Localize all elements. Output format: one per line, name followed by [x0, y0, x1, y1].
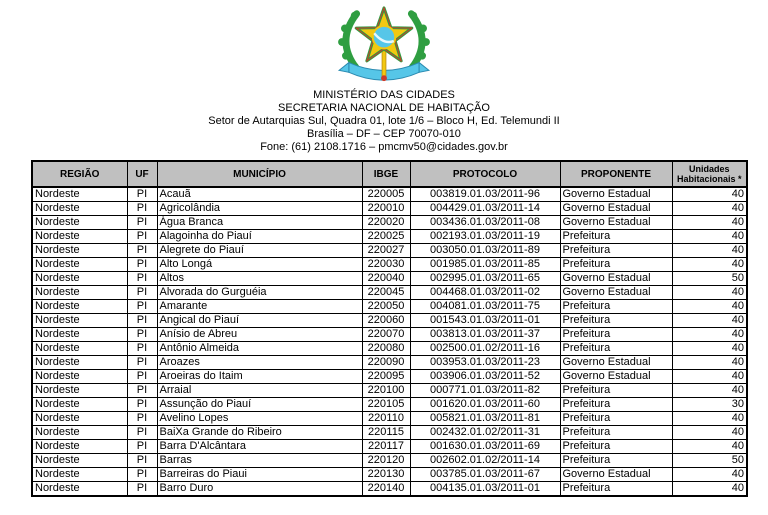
cell-proponente: Governo Estadual — [560, 187, 672, 202]
cell-unidades-habitacionais: 40 — [672, 482, 747, 497]
cell-municipio: Barras — [157, 454, 362, 468]
cell-regiao: Nordeste — [32, 454, 127, 468]
cell-uf: PI — [127, 216, 157, 230]
cell-regiao: Nordeste — [32, 328, 127, 342]
cell-regiao: Nordeste — [32, 468, 127, 482]
cell-ibge: 220117 — [362, 440, 410, 454]
cell-protocolo: 003953.01.03/2011-23 — [410, 356, 560, 370]
cell-ibge: 220060 — [362, 314, 410, 328]
cell-unidades-habitacionais: 40 — [672, 468, 747, 482]
col-header-proponente: PROPONENTE — [560, 161, 672, 187]
cell-municipio: Água Branca — [157, 216, 362, 230]
table-row — [32, 230, 747, 244]
cell-ibge: 220110 — [362, 412, 410, 426]
cell-municipio: Alagoinha do Piauí — [157, 230, 362, 244]
cell-protocolo: 003785.01.03/2011-67 — [410, 468, 560, 482]
cell-protocolo: 002193.01.03/2011-19 — [410, 230, 560, 244]
cell-ibge: 220090 — [362, 356, 410, 370]
cell-protocolo: 003813.01.03/2011-37 — [410, 328, 560, 342]
cell-municipio: Barreiras do Piaui — [157, 468, 362, 482]
cell-protocolo: 001543.01.03/2011-01 — [410, 314, 560, 328]
cell-municipio: Anísio de Abreu — [157, 328, 362, 342]
cell-regiao: Nordeste — [32, 440, 127, 454]
table-row — [32, 412, 747, 426]
cell-unidades-habitacionais: 40 — [672, 412, 747, 426]
cell-ibge: 220025 — [362, 230, 410, 244]
cell-ibge: 220010 — [362, 202, 410, 216]
table-row — [32, 454, 747, 468]
cell-regiao: Nordeste — [32, 216, 127, 230]
cell-ibge: 220105 — [362, 398, 410, 412]
cell-municipio: Alegrete do Piauí — [157, 244, 362, 258]
cell-protocolo: 003436.01.03/2011-08 — [410, 216, 560, 230]
col-header-regiao: REGIÃO — [32, 161, 127, 187]
cell-uf: PI — [127, 342, 157, 356]
cell-unidades-habitacionais: 50 — [672, 272, 747, 286]
cell-unidades-habitacionais: 40 — [672, 187, 747, 202]
cell-unidades-habitacionais: 40 — [672, 286, 747, 300]
table-row — [32, 202, 747, 216]
cell-proponente: Prefeitura — [560, 426, 672, 440]
cell-uf: PI — [127, 314, 157, 328]
cell-municipio: Acauã — [157, 187, 362, 202]
cell-unidades-habitacionais: 40 — [672, 216, 747, 230]
cell-protocolo: 001620.01.03/2011-60 — [410, 398, 560, 412]
cell-uf: PI — [127, 202, 157, 216]
cell-uf: PI — [127, 328, 157, 342]
cell-ibge: 220030 — [362, 258, 410, 272]
cell-uf: PI — [127, 244, 157, 258]
cell-regiao: Nordeste — [32, 258, 127, 272]
table-row — [32, 370, 747, 384]
cell-regiao: Nordeste — [32, 286, 127, 300]
cell-proponente: Prefeitura — [560, 342, 672, 356]
cell-unidades-habitacionais: 40 — [672, 426, 747, 440]
cell-municipio: Antônio Almeida — [157, 342, 362, 356]
cell-proponente: Governo Estadual — [560, 286, 672, 300]
cell-municipio: Agricolândia — [157, 202, 362, 216]
cell-regiao: Nordeste — [32, 384, 127, 398]
letterhead-lines — [0, 89, 768, 154]
table-row — [32, 356, 747, 370]
cell-uf: PI — [127, 300, 157, 314]
cell-municipio: Amarante — [157, 300, 362, 314]
table-row — [32, 272, 747, 286]
col-header-uf: UF — [127, 161, 157, 187]
habitacao-units-table — [31, 160, 748, 497]
cell-proponente: Prefeitura — [560, 258, 672, 272]
table-body — [32, 187, 747, 496]
cell-ibge: 220130 — [362, 468, 410, 482]
address-line: Setor de Autarquias Sul, Quadra 01, lote 1/6 – Bloco H, Ed. Telemundi II — [208, 115, 560, 127]
cell-unidades-habitacionais: 40 — [672, 258, 747, 272]
cell-unidades-habitacionais: 40 — [672, 230, 747, 244]
cell-uf: PI — [127, 286, 157, 300]
table-row — [32, 216, 747, 230]
cell-municipio: Alto Longá — [157, 258, 362, 272]
cell-proponente: Prefeitura — [560, 300, 672, 314]
table-row — [32, 314, 747, 328]
cell-unidades-habitacionais: 40 — [672, 440, 747, 454]
table-row — [32, 187, 747, 202]
cell-ibge: 220095 — [362, 370, 410, 384]
table-row — [32, 426, 747, 440]
cell-regiao: Nordeste — [32, 398, 127, 412]
table-row — [32, 244, 747, 258]
cell-proponente: Governo Estadual — [560, 356, 672, 370]
col-header-ibge: IBGE — [362, 161, 410, 187]
cell-ibge: 220100 — [362, 384, 410, 398]
city-cep-line: Brasília – DF – CEP 70070-010 — [307, 128, 461, 140]
cell-uf: PI — [127, 426, 157, 440]
document-header — [0, 0, 768, 154]
cell-regiao: Nordeste — [32, 370, 127, 384]
cell-proponente: Governo Estadual — [560, 202, 672, 216]
cell-uf: PI — [127, 187, 157, 202]
table-row — [32, 468, 747, 482]
cell-ibge: 220020 — [362, 216, 410, 230]
cell-ibge: 220005 — [362, 187, 410, 202]
cell-ibge: 220045 — [362, 286, 410, 300]
cell-municipio: Barra D'Alcântara — [157, 440, 362, 454]
cell-proponente: Governo Estadual — [560, 370, 672, 384]
col-header-municipio: MUNICÍPIO — [157, 161, 362, 187]
cell-uf: PI — [127, 384, 157, 398]
cell-protocolo: 004429.01.03/2011-14 — [410, 202, 560, 216]
cell-ibge: 220027 — [362, 244, 410, 258]
cell-proponente: Governo Estadual — [560, 272, 672, 286]
cell-uf: PI — [127, 482, 157, 497]
cell-proponente: Prefeitura — [560, 398, 672, 412]
cell-unidades-habitacionais: 40 — [672, 342, 747, 356]
cell-protocolo: 004468.01.03/2011-02 — [410, 286, 560, 300]
cell-protocolo: 000771.01.03/2011-82 — [410, 384, 560, 398]
cell-municipio: Alvorada do Gurguéia — [157, 286, 362, 300]
table-row — [32, 258, 747, 272]
cell-unidades-habitacionais: 40 — [672, 202, 747, 216]
cell-unidades-habitacionais: 40 — [672, 300, 747, 314]
table-row — [32, 398, 747, 412]
table-header-row — [32, 161, 747, 187]
cell-ibge: 220140 — [362, 482, 410, 497]
cell-uf: PI — [127, 258, 157, 272]
table-row — [32, 328, 747, 342]
cell-protocolo: 002602.01.02/2011-14 — [410, 454, 560, 468]
cell-protocolo: 002432.01.02/2011-31 — [410, 426, 560, 440]
cell-municipio: Aroeiras do Itaim — [157, 370, 362, 384]
table-row — [32, 440, 747, 454]
cell-protocolo: 003819.01.03/2011-96 — [410, 187, 560, 202]
table-row — [32, 384, 747, 398]
cell-protocolo: 001985.01.03/2011-85 — [410, 258, 560, 272]
cell-protocolo: 002500.01.02/2011-16 — [410, 342, 560, 356]
cell-unidades-habitacionais: 50 — [672, 454, 747, 468]
cell-unidades-habitacionais: 40 — [672, 356, 747, 370]
cell-regiao: Nordeste — [32, 314, 127, 328]
col-header-unidades-habitacionais: Unidades Habitacionais * — [672, 161, 747, 187]
cell-proponente: Prefeitura — [560, 454, 672, 468]
cell-regiao: Nordeste — [32, 426, 127, 440]
cell-uf: PI — [127, 440, 157, 454]
table-row — [32, 342, 747, 356]
cell-regiao: Nordeste — [32, 187, 127, 202]
cell-uf: PI — [127, 230, 157, 244]
cell-unidades-habitacionais: 40 — [672, 244, 747, 258]
cell-protocolo: 003050.01.03/2011-89 — [410, 244, 560, 258]
cell-unidades-habitacionais: 40 — [672, 370, 747, 384]
cell-proponente: Prefeitura — [560, 314, 672, 328]
ministry-title: MINISTÉRIO DAS CIDADES — [313, 89, 455, 101]
cell-regiao: Nordeste — [32, 356, 127, 370]
cell-ibge: 220080 — [362, 342, 410, 356]
cell-protocolo: 005821.01.03/2011-81 — [410, 412, 560, 426]
cell-regiao: Nordeste — [32, 342, 127, 356]
col-header-protocolo: PROTOCOLO — [410, 161, 560, 187]
cell-municipio: Assunção do Piauí — [157, 398, 362, 412]
cell-proponente: Governo Estadual — [560, 468, 672, 482]
cell-municipio: Avelino Lopes — [157, 412, 362, 426]
cell-uf: PI — [127, 370, 157, 384]
cell-uf: PI — [127, 412, 157, 426]
cell-regiao: Nordeste — [32, 272, 127, 286]
cell-municipio: Aroazes — [157, 356, 362, 370]
cell-uf: PI — [127, 398, 157, 412]
cell-regiao: Nordeste — [32, 482, 127, 497]
table-row — [32, 286, 747, 300]
cell-proponente: Prefeitura — [560, 482, 672, 497]
cell-ibge: 220070 — [362, 328, 410, 342]
cell-municipio: Altos — [157, 272, 362, 286]
cell-uf: PI — [127, 356, 157, 370]
cell-proponente: Prefeitura — [560, 230, 672, 244]
cell-unidades-habitacionais: 40 — [672, 384, 747, 398]
secretariat-title: SECRETARIA NACIONAL DE HABITAÇÃO — [278, 102, 490, 114]
phone-email-line: Fone: (61) 2108.1716 – pmcmv50@cidades.gov.br — [260, 141, 508, 153]
cell-proponente: Prefeitura — [560, 412, 672, 426]
cell-uf: PI — [127, 272, 157, 286]
cell-unidades-habitacionais: 40 — [672, 328, 747, 342]
brazil-coat-of-arms-icon — [0, 0, 768, 88]
cell-unidades-habitacionais: 30 — [672, 398, 747, 412]
cell-regiao: Nordeste — [32, 244, 127, 258]
cell-municipio: Barro Duro — [157, 482, 362, 497]
cell-proponente: Prefeitura — [560, 384, 672, 398]
cell-ibge: 220050 — [362, 300, 410, 314]
cell-uf: PI — [127, 454, 157, 468]
cell-proponente: Prefeitura — [560, 244, 672, 258]
cell-regiao: Nordeste — [32, 412, 127, 426]
cell-regiao: Nordeste — [32, 300, 127, 314]
table-row — [32, 300, 747, 314]
cell-protocolo: 002995.01.03/2011-65 — [410, 272, 560, 286]
cell-protocolo: 004081.01.03/2011-75 — [410, 300, 560, 314]
table-row — [32, 482, 747, 497]
cell-proponente: Governo Estadual — [560, 216, 672, 230]
cell-protocolo: 003906.01.03/2011-52 — [410, 370, 560, 384]
cell-proponente: Prefeitura — [560, 440, 672, 454]
cell-regiao: Nordeste — [32, 202, 127, 216]
cell-protocolo: 004135.01.03/2011-01 — [410, 482, 560, 497]
cell-ibge: 220040 — [362, 272, 410, 286]
cell-proponente: Prefeitura — [560, 328, 672, 342]
cell-protocolo: 001630.01.03/2011-69 — [410, 440, 560, 454]
cell-ibge: 220120 — [362, 454, 410, 468]
cell-unidades-habitacionais: 40 — [672, 314, 747, 328]
cell-municipio: Angical do Piauí — [157, 314, 362, 328]
cell-ibge: 220115 — [362, 426, 410, 440]
cell-municipio: Arraial — [157, 384, 362, 398]
cell-regiao: Nordeste — [32, 230, 127, 244]
cell-uf: PI — [127, 468, 157, 482]
cell-municipio: BaiXa Grande do Ribeiro — [157, 426, 362, 440]
